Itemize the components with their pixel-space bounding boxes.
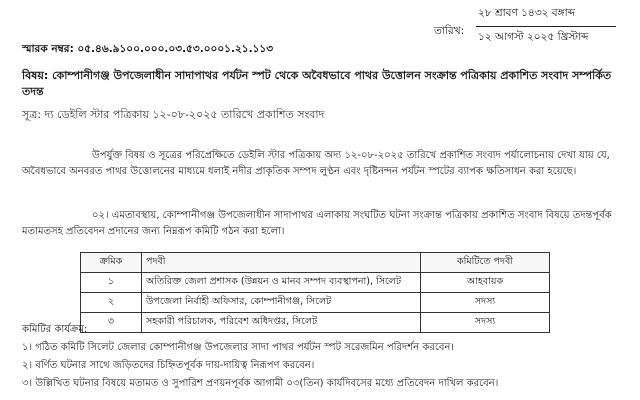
tasks-title: কমিটির কার্যক্রম: <box>22 324 88 335</box>
task-item-1: ১। গঠিত কমিটি সিলেট জেলার কোম্পানীগঞ্জ উপজেলার সাদা পাথর পর্যটন স্পট সরেজমিন পরিদর্শন করবেন। <box>22 342 454 353</box>
body-paragraph-2: ০২। এমতাবস্থায়, কোম্পানীগঞ্জ উপজেলাধীন সাদাপাথর এলাকায় সংঘটিত ঘটনা সংক্রান্ত পত্রিকায় প্রকাশিত সংবাদ বিষয়ে তদন্তপূর্বক মতামতসহ প্রতিবেদন প্রদানের জন্য নিম্নরূপ কমিটি গঠন করা হলো। <box>22 210 612 237</box>
row-serial: ৩ <box>81 313 142 333</box>
subject-line <box>22 68 622 100</box>
date-divider <box>476 26 616 27</box>
table-row <box>81 273 550 293</box>
reference-line: সূত্র: দ্য ডেইলি স্টার পত্রিকায় ১২-০৮-২০২৫ তারিখে প্রকাশিত সংবাদ <box>22 108 325 121</box>
header-serial: ক্রমিক <box>81 253 142 273</box>
date-bangla: ২৮ শ্রাবণ ১৪৩২ বঙ্গাব্দ <box>478 7 576 19</box>
row-role: সদস্য <box>421 313 550 333</box>
committee-table <box>80 252 550 333</box>
date-gregorian: ১২ আগস্ট ২০২৫ খ্রিস্টাব্দ <box>478 31 589 43</box>
row-role: আহবায়ক <box>421 273 550 293</box>
row-designation: অতিরিক্ত জেলা প্রশাসক (উন্নয়ন ও মানব সম্পদ ব্যবস্থাপনা), সিলেট <box>142 273 421 293</box>
row-designation: সহকারী পরিচালক, পরিবেশ অধিদপ্তর, সিলেট <box>142 313 421 333</box>
table-row <box>81 293 550 313</box>
row-designation: উপজেলা নির্বাহী অফিসার, কোম্পানীগঞ্জ, সিলেট <box>142 293 421 313</box>
task-item-3: ৩। উল্লিখিত ঘটনার বিষয়ে মতামত ও সুপারিশ প্রণয়নপূর্বক আগামী ০৩(তিন) কার্যদিবসের মধ্যে প্রতিবেদন দাখিল করবেন। <box>22 378 499 389</box>
task-item-2: ২। বর্ণিত ঘটনার সাথে জড়িতদের চিহ্নিতপূর্বক দায়-দায়িত্ব নিরূপণ করবেন। <box>22 360 315 371</box>
table-row <box>81 313 550 333</box>
memo-number: স্মারক নম্বর: ০৫.৪৬.৯১০০.০০০.০৩.৫৩.০০০১.২১.১১৩ <box>22 43 274 55</box>
header-designation: পদবী <box>142 253 421 273</box>
subject-label: বিষয়: <box>22 69 49 82</box>
body-paragraph-1: উপর্যুক্ত বিষয় ও সূত্রের পরিপ্রেক্ষিতে ডেইলি স্টার পত্রিকায় অদ্য ১২-০৮-২০২৫ তারিখে প্রকাশিত সংবাদ পর্যালোচনায় দেখা যায় যে, অবৈধভাবে অনবরত পাথর উত্তোলনের মাধ্যমে ধলাই নদীর প্রাকৃতিক সম্পদ লুণ্ঠন এবং দৃষ্টিনন্দন পর্যটন স্পটের ব্যাপক ক্ষতিসাধন করা হয়েছে। <box>22 150 610 177</box>
table-header-row <box>81 253 550 273</box>
header-committee-role: কমিটিতে পদবী <box>421 253 550 273</box>
row-role: সদস্য <box>421 293 550 313</box>
row-serial: ২ <box>81 293 142 313</box>
row-serial: ১ <box>81 273 142 293</box>
subject-text: কোম্পানীগঞ্জ উপজেলাধীন সাদাপাথর পর্যটন স্পট থেকে অবৈধভাবে পাথর উত্তোলন সংক্রান্ত পত্রিকায় প্রকাশিত সংবাদ সম্পর্কিত তদন্ত <box>22 69 612 98</box>
date-label: তারিখ: <box>434 25 465 37</box>
